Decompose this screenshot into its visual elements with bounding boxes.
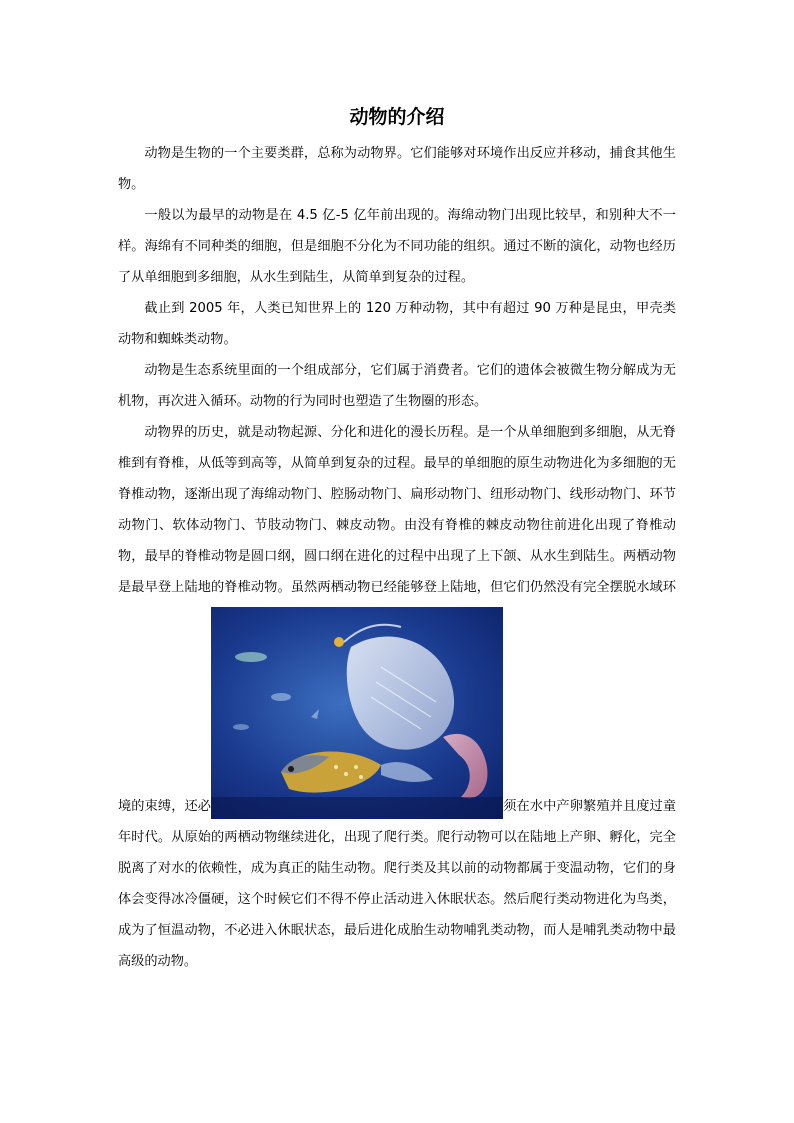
illustration-svg — [211, 607, 503, 819]
paragraph-2: 一般以为最早的动物是在 4.5 亿-5 亿年前出现的。海绵动物门出现比较早，和别种大不一样。海绵有不同种类的细胞，但是细胞不分化为不同功能的组织。通过不断的演化，动物也经历了从单细胞到多细胞，从水生到陆生，从简单到复杂的过程。 — [118, 208, 676, 285]
paragraph-5 — [118, 417, 676, 977]
page-title: 动物的介绍 — [349, 106, 445, 128]
paragraph-5-after-figure: 须在水中产卵繁殖并且度过童年时代。从原始的两栖动物继续进化，出现了爬行类。爬行动物可以在陆地上产卵、孵化，完全脱离了对水的依赖性，成为真正的陆生动物。爬行类及其以前的动物都属于变温动物，它们的身体会变得冰冷僵硬，这个时候它们不得不停止活动进入休眠状态。然后爬行类动物进化为鸟类，成为了恒温动物，不必进入休眠状态，最后进化成胎生动物哺乳类动物，而人是哺乳类动物中最高级的动物。 — [118, 799, 677, 969]
creature-eye — [334, 637, 344, 647]
paragraph-3: 截止到 2005 年，人类已知世界上的 120 万种动物，其中有超过 90 万种是昆虫，甲壳类动物和蜘蛛类动物。 — [118, 301, 676, 347]
article-body — [118, 138, 676, 977]
ancient-sea-creatures-illustration — [211, 607, 503, 819]
paragraph-1: 动物是生物的一个主要类群，总称为动物界。它们能够对环境作出反应并移动，捕食其他生物。 — [118, 146, 676, 192]
paragraph-5-before-figure: 动物界的历史，就是动物起源、分化和进化的漫长历程。是一个从单细胞到多细胞，从无脊椎到有脊椎，从低等到高等，从简单到复杂的过程。最早的单细胞的原生动物进化为多细胞的无脊椎动物，逐渐出现了海绵动物门、腔肠动物门、扁形动物门、纽形动物门、线形动物门、环节动物门、软体动物门、节肢动物门、棘皮动物。由没有脊椎的棘皮动物往前进化出现了脊椎动物，最早的脊椎动物是圆口纲，圆口纲在进化的过程中出现了上下颌、从水生到陆生。两栖动物是最早登上陆地的脊椎动物。虽然两栖动物已经能够登上陆地，但它们仍然没有完全摆脱水域环境的束缚，还必 — [118, 425, 676, 814]
seafloor — [211, 797, 503, 819]
paragraph-4: 动物是生态系统里面的一个组成部分，它们属于消费者。它们的遗体会被微生物分解成为无机物，再次进入循环。动物的行为同时也塑造了生物圈的形态。 — [118, 363, 676, 409]
